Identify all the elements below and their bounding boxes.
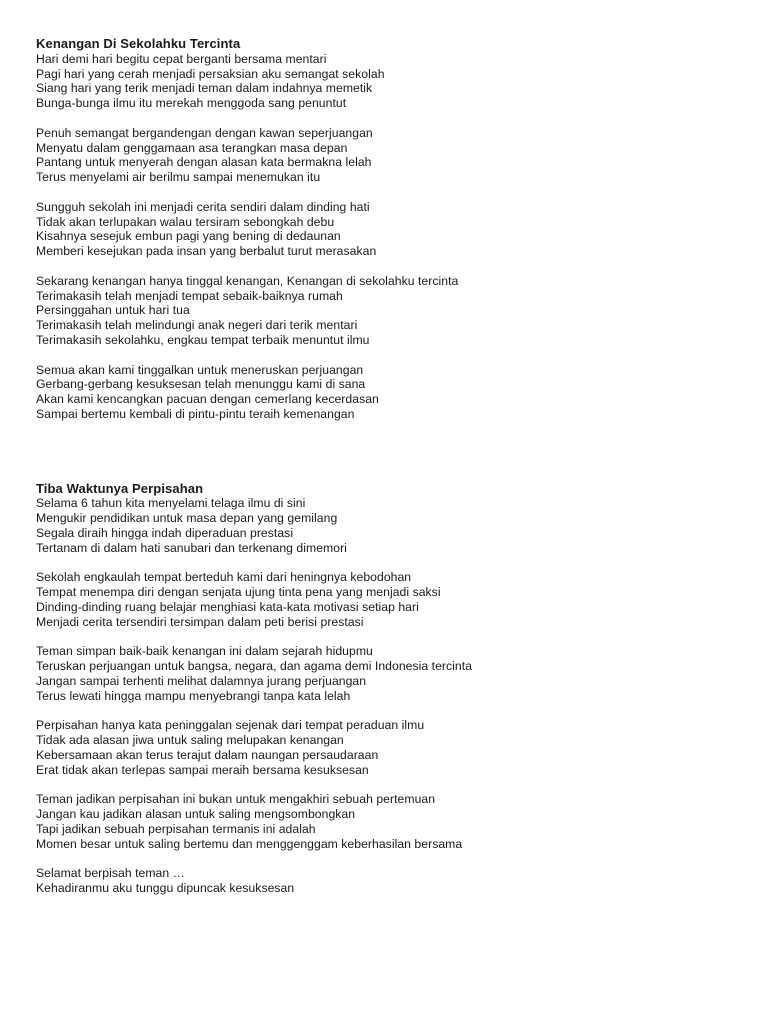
poem-line: Bunga-bunga ilmu itu merekah menggoda sang penuntut bbox=[36, 96, 347, 111]
poem-line: Teman jadikan perpisahan ini bukan untuk mengakhiri sebuah pertemuan bbox=[36, 792, 436, 807]
poem-line: Hari demi hari begitu cepat berganti bersama mentari bbox=[36, 51, 327, 66]
stanza bbox=[36, 718, 736, 777]
poem-line: Selama 6 tahun kita menyelami telaga ilmu di sini bbox=[36, 496, 306, 511]
poem-title: Tiba Waktunya Perpisahan bbox=[36, 480, 204, 496]
poem-line: Terus menyelami air berilmu sampai menemukan itu bbox=[36, 170, 321, 185]
stanza bbox=[36, 570, 736, 629]
poem-line: Kebersamaan akan terus terajut dalam naungan persaudaraan bbox=[36, 747, 379, 762]
poem-line: Jangan kau jadikan alasan untuk saling mengsombongkan bbox=[36, 807, 356, 822]
poem-line: Pantang untuk menyerah dengan alasan kata bermakna lelah bbox=[36, 155, 372, 170]
poem-line: Mengukir pendidikan untuk masa depan yang gemilang bbox=[36, 511, 338, 526]
poem-separator bbox=[36, 437, 736, 482]
document-page bbox=[36, 37, 736, 911]
stanza bbox=[36, 274, 736, 348]
poem-line: Terimakasih telah melindungi anak negeri dari terik mentari bbox=[36, 318, 358, 333]
poem-line: Gerbang-gerbang kesuksesan telah menunggu kami di sana bbox=[36, 377, 366, 392]
stanza bbox=[36, 363, 736, 422]
stanza bbox=[36, 644, 736, 703]
poem-line: Momen besar untuk saling bertemu dan menggenggam keberhasilan bersama bbox=[36, 836, 463, 851]
poem-line: Persinggahan untuk hari tua bbox=[36, 303, 190, 318]
poem-line: Siang hari yang terik menjadi teman dalam indahnya memetik bbox=[36, 81, 373, 96]
poem-line: Jangan sampai terhenti melihat dalamnya jurang perjuangan bbox=[36, 673, 367, 688]
poem-line: Teman simpan baik-baik kenangan ini dalam sejarah hidupmu bbox=[36, 644, 373, 659]
poem-line: Semua akan kami tinggalkan untuk meneruskan perjuangan bbox=[36, 362, 364, 377]
stanza bbox=[36, 792, 736, 851]
poem-line: Segala diraih hingga indah diperaduan prestasi bbox=[36, 525, 294, 540]
poem-line: Kehadiranmu aku tunggu dipuncak kesuksesan bbox=[36, 881, 295, 896]
poem-perpisahan bbox=[36, 482, 736, 896]
poem-line: Menyatu dalam genggamaan asa terangkan masa depan bbox=[36, 140, 348, 155]
poem-line: Akan kami kencangkan pacuan dengan cemerlang kecerdasan bbox=[36, 392, 379, 407]
poem-line: Sampai bertemu kembali di pintu-pintu teraih kemenangan bbox=[36, 406, 355, 421]
poem-kenangan bbox=[36, 37, 736, 422]
poem-line: Perpisahan hanya kata peninggalan sejenak dari tempat peraduan ilmu bbox=[36, 718, 425, 733]
poem-line: Terimakasih sekolahku, engkau tempat terbaik menuntut ilmu bbox=[36, 332, 370, 347]
poem-line: Erat tidak akan terlepas sampai meraih bersama kesuksesan bbox=[36, 762, 369, 777]
poem-line: Pagi hari yang cerah menjadi persaksian aku semangat sekolah bbox=[36, 66, 385, 81]
poem-line: Tapi jadikan sebuah perpisahan termanis ini adalah bbox=[36, 821, 316, 836]
poem-line: Selamat berpisah teman … bbox=[36, 866, 185, 881]
stanza bbox=[36, 200, 736, 259]
poem-line: Tidak ada alasan jiwa untuk saling melupakan kenangan bbox=[36, 733, 344, 748]
stanza bbox=[36, 52, 736, 111]
stanza bbox=[36, 496, 736, 555]
poem-line: Tertanam di dalam hati sanubari dan terkenang dimemori bbox=[36, 540, 347, 555]
stanza bbox=[36, 126, 736, 185]
poem-line: Dinding-dinding ruang belajar menghiasi kata-kata motivasi setiap hari bbox=[36, 599, 419, 614]
poem-line: Menjadi cerita tersendiri tersimpan dalam peti berisi prestasi bbox=[36, 614, 364, 629]
poem-line: Sekolah engkaulah tempat berteduh kami dari heningnya kebodohan bbox=[36, 570, 412, 585]
poem-line: Kisahnya sesejuk embun pagi yang bening di dedaunan bbox=[36, 229, 341, 244]
poem-line: Terimakasih telah menjadi tempat sebaik-baiknya rumah bbox=[36, 288, 343, 303]
poem-title: Kenangan Di Sekolahku Tercinta bbox=[36, 36, 241, 51]
poem-line: Memberi kesejukan pada insan yang berbalut turut merasakan bbox=[36, 244, 377, 259]
poem-line: Sekarang kenangan hanya tinggal kenangan, Kenangan di sekolahku tercinta bbox=[36, 273, 459, 288]
poem-line: Terus lewati hingga mampu menyebrangi tanpa kata lelah bbox=[36, 688, 351, 703]
poem-line: Tempat menempa diri dengan senjata ujung tinta pena yang menjadi saksi bbox=[36, 585, 441, 600]
poem-line: Teruskan perjuangan untuk bangsa, negara, dan agama demi Indonesia tercinta bbox=[36, 659, 473, 674]
poem-line: Tidak akan terlupakan walau tersiram sebongkah debu bbox=[36, 214, 335, 229]
stanza bbox=[36, 866, 736, 896]
poem-line: Penuh semangat bergandengan dengan kawan seperjuangan bbox=[36, 125, 373, 140]
poem-line: Sungguh sekolah ini menjadi cerita sendiri dalam dinding hati bbox=[36, 199, 370, 214]
